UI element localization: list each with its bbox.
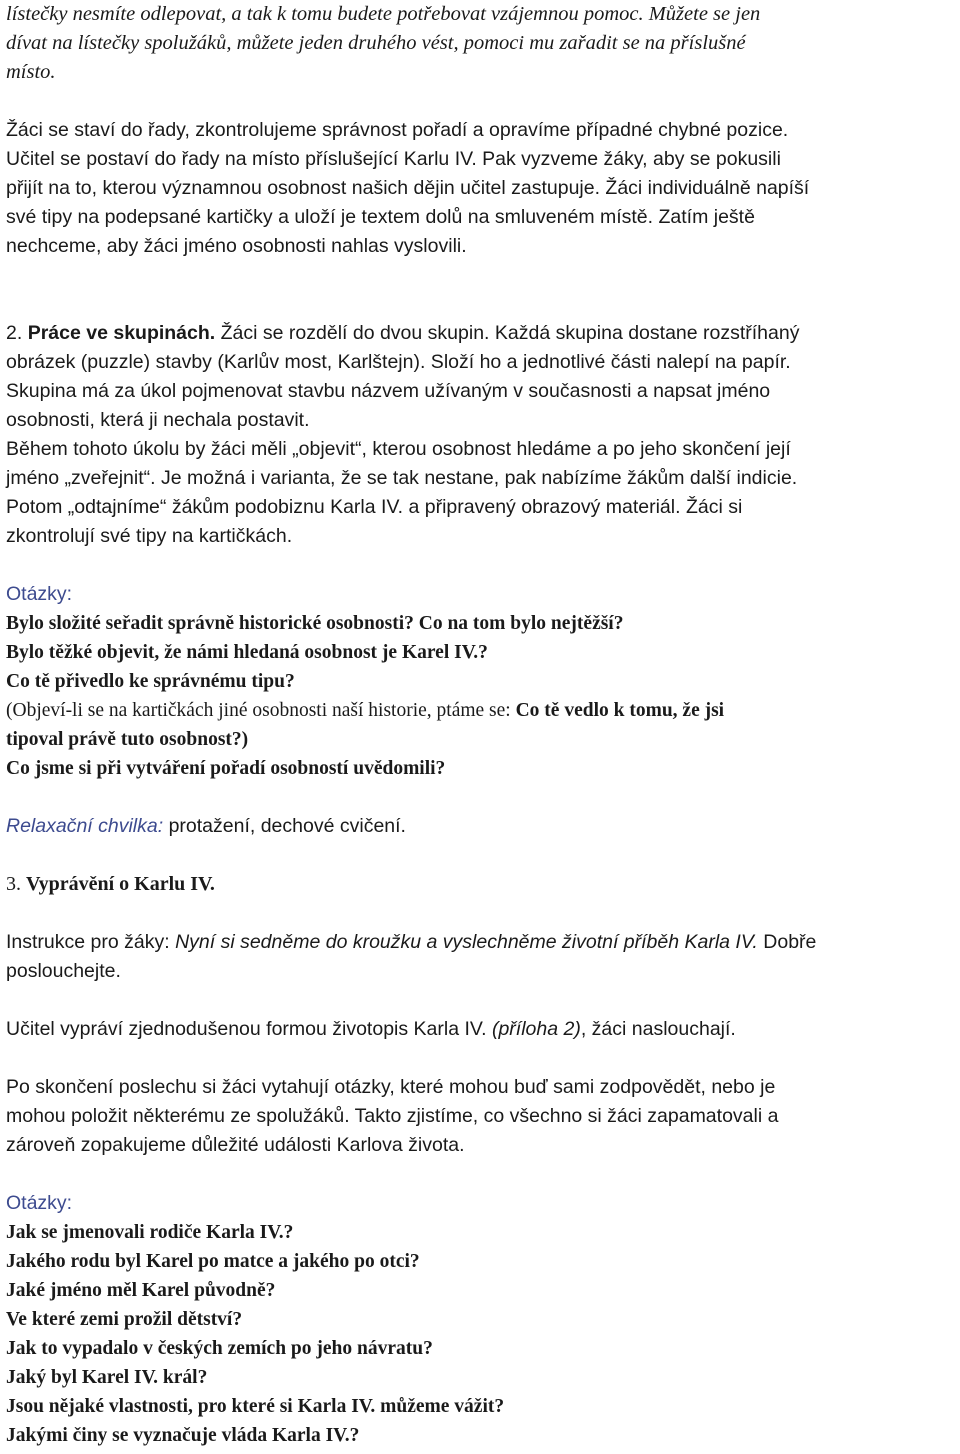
question-item: Bylo složité seřadit správně historické osobnosti? Co na tom bylo nejtěžší?	[6, 613, 624, 634]
paragraph-line: Učitel se postaví do řady na místo příslušející Karlu IV. Pak vyzveme žáky, aby se pokusili	[6, 148, 781, 170]
question-item: Jakého rodu byl Karel po matce a jakého po otci?	[6, 1251, 420, 1272]
section-2-heading-line	[6, 319, 799, 348]
instruction-rest: Dobře	[757, 931, 817, 953]
question-item: Jak to vypadalo v českých zemích po jeho návratu?	[6, 1338, 433, 1359]
teacher-line	[6, 1015, 736, 1044]
question-item: Ve které zemi prožil dětství?	[6, 1309, 243, 1330]
instruction-line	[6, 928, 816, 957]
teacher-italic: (příloha 2)	[491, 1018, 581, 1040]
instruction-line: poslouchejte.	[6, 960, 121, 982]
question-note-bold: tipoval právě tuto osobnost?	[6, 729, 242, 750]
section-number: 2.	[6, 322, 23, 344]
paragraph-line: své tipy na podepsané kartičky a uloží je textem dolů na smluveném místě. Zatím ještě	[6, 206, 755, 228]
paragraph-line: Během tohoto úkolu by žáci měli „objevit“, kterou osobnost hledáme a po jeho skončení její	[6, 438, 791, 460]
intro-line: místo.	[6, 61, 56, 83]
section-title: Práce ve skupinách.	[27, 322, 216, 344]
paragraph-line: nechceme, aby žáci jméno osobnosti nahlas vyslovili.	[6, 235, 467, 257]
paragraph-line: zároveň zopakujeme důležité události Karlova života.	[6, 1134, 465, 1156]
question-item: Co tě přivedlo ke správnému tipu?	[6, 671, 295, 692]
relax-label: Relaxační chvilka:	[6, 815, 164, 837]
question-note-bold: Co tě vedlo k tomu, že jsi	[515, 700, 725, 721]
paragraph-line: mohou položit některému ze spolužáků. Takto zjistíme, co všechno si žáci zapamatovali a	[6, 1105, 779, 1127]
intro-line: lístečky nesmíte odlepovat, a tak k tomu budete potřebovat vzájemnou pomoc. Můžete se jen	[6, 3, 761, 25]
paragraph-line: Skupina má za úkol pojmenovat stavbu názvem užívaným v současnosti a napsat jméno	[6, 380, 771, 402]
section-text: Žáci se rozdělí do dvou skupin. Každá skupina dostane rozstříhaný	[220, 322, 800, 344]
teacher-text: Učitel vypráví zjednodušenou formou životopis Karla IV.	[6, 1018, 492, 1040]
question-item: Bylo těžké objevit, že námi hledaná osobnost je Karel IV.?	[6, 642, 488, 663]
question-note-text: (Objeví-li se na kartičkách jiné osobnosti naší historie, ptáme se:	[6, 700, 516, 721]
instruction-label: Instrukce pro žáky:	[6, 931, 176, 953]
relax-line	[6, 812, 406, 841]
section-3-heading-line	[6, 870, 215, 899]
question-note-line	[6, 725, 248, 754]
paragraph-line: zkontrolují své tipy na kartičkách.	[6, 525, 293, 547]
question-note-line	[6, 696, 724, 725]
question-item: Jaké jméno měl Karel původně?	[6, 1280, 276, 1301]
paragraph-line: Po skončení poslechu si žáci vytahují otázky, které mohou buď sami zodpovědět, nebo je	[6, 1076, 776, 1098]
paragraph-line: jméno „zveřejnit“. Je možná i varianta, že se tak nestane, pak nabízíme žákům další indicie.	[6, 467, 798, 489]
question-item: Jsou nějaké vlastnosti, pro které si Karla IV. můžeme vážit?	[6, 1396, 505, 1417]
questions-label: Otázky:	[6, 1192, 73, 1214]
section-title: Vyprávění o Karlu IV.	[26, 873, 215, 895]
paragraph-line: přijít na to, kterou významnou osobnost našich dějin učitel zastupuje. Žáci individuálně napíší	[6, 177, 810, 199]
paragraph-line: obrázek (puzzle) stavby (Karlův most, Karlštejn). Složí ho a jednotlivé části nalepí na papír.	[6, 351, 791, 373]
instruction-italic: Nyní si sedněme do kroužku a vyslechněme životní příběh Karla IV.	[175, 931, 758, 953]
intro-line: dívat na lístečky spolužáků, můžete jeden druhého vést, pomoci mu zařadit se na příslušné	[6, 32, 746, 54]
question-item: Jakými činy se vyznačuje vláda Karla IV.?	[6, 1425, 360, 1446]
paragraph-line: osobnosti, která ji nechala postavit.	[6, 409, 310, 431]
paragraph-line: Žáci se staví do řady, zkontrolujeme správnost pořadí a opravíme případné chybné pozice.	[6, 119, 789, 141]
question-item: Jaký byl Karel IV. král?	[6, 1367, 208, 1388]
questions-label: Otázky:	[6, 583, 73, 605]
paragraph-line: Potom „odtajníme“ žákům podobiznu Karla IV. a připravený obrazový materiál. Žáci si	[6, 496, 743, 518]
question-note-end: )	[241, 729, 249, 750]
question-item: Jak se jmenovali rodiče Karla IV.?	[6, 1222, 294, 1243]
relax-text: protažení, dechové cvičení.	[163, 815, 406, 837]
teacher-end: , žáci naslouchají.	[580, 1018, 736, 1040]
section-number: 3.	[6, 873, 21, 895]
question-item: Co jsme si při vytváření pořadí osobností uvědomili?	[6, 758, 446, 779]
